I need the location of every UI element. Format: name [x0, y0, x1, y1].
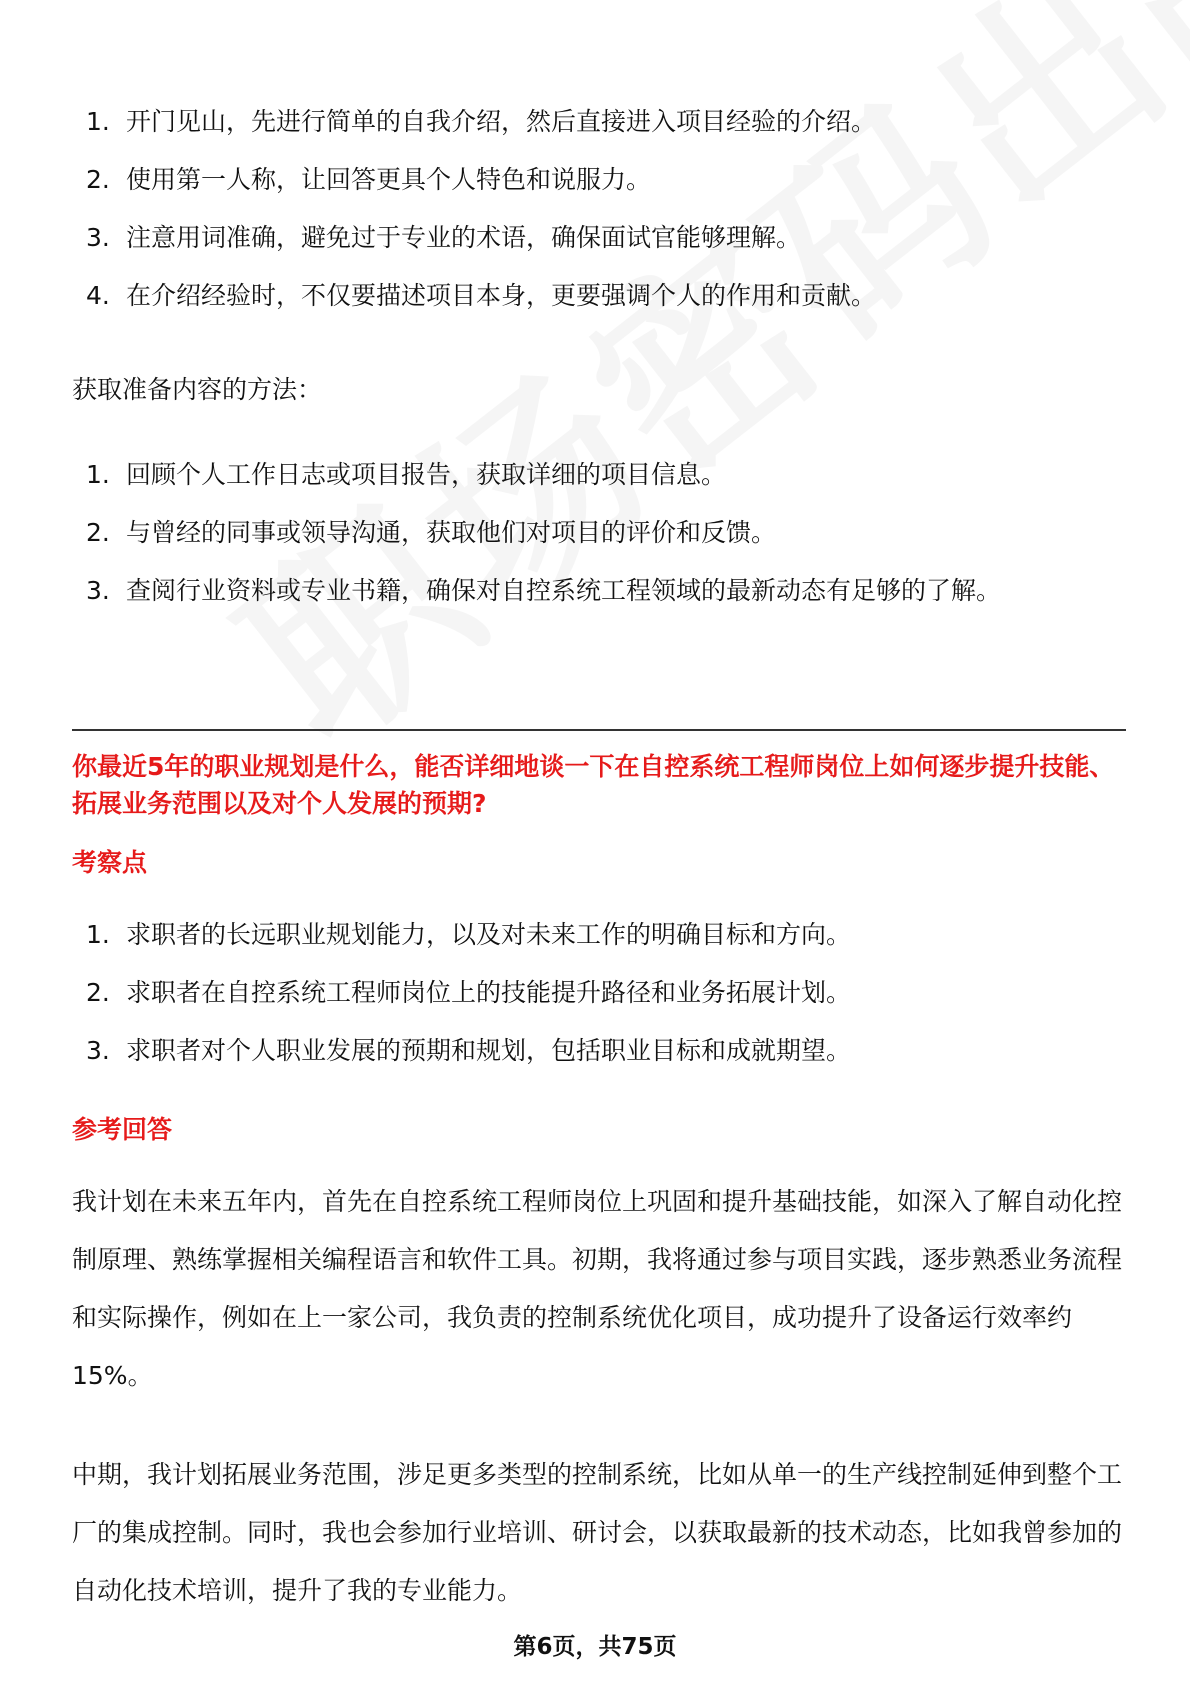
- list-text: 求职者对个人职业发展的预期和规划，包括职业目标和成就期望。: [126, 1036, 852, 1065]
- page-footer: 第6页，共75页: [513, 1634, 677, 1660]
- answer-paragraph: 中期，我计划拓展业务范围，涉足更多类型的控制系统，比如从单一的生产线控制延伸到整个工厂的集成控制。同时，我也会参加行业培训、研讨会，以获取最新的技术动态，比如我曾参加的自动化技术培训，提升了我的专业能力。: [72, 1460, 1123, 1605]
- list-item: [86, 1022, 1126, 1080]
- list-number: 3.: [86, 223, 110, 252]
- list-number: 2.: [86, 518, 110, 547]
- list-number: 4.: [86, 281, 110, 310]
- list-item: [86, 562, 1126, 620]
- methods-list: [86, 446, 1126, 620]
- list-text: 查阅行业资料或专业书籍，确保对自控系统工程领域的最新动态有足够的了解。: [126, 576, 1002, 605]
- methods-heading: 获取准备内容的方法：: [72, 375, 323, 404]
- list-text: 在介绍经验时，不仅要描述项目本身，更要强调个人的作用和贡献。: [126, 281, 877, 310]
- examine-list: [86, 906, 1126, 1080]
- list-text: 使用第一人称，让回答更具个人特色和说服力。: [126, 165, 652, 194]
- question-heading: 你最近5年的职业规划是什么，能否详细地谈一下在自控系统工程师岗位上如何逐步提升技能、拓展业务范围以及对个人发展的预期?: [72, 752, 1115, 818]
- list-item: [86, 504, 1126, 562]
- list-item: [86, 906, 1126, 964]
- list-text: 开门见山，先进行简单的自我介绍，然后直接进入项目经验的介绍。: [126, 107, 877, 136]
- list-number: 1.: [86, 920, 110, 949]
- list-number: 1.: [86, 107, 110, 136]
- list-item: [86, 267, 1126, 325]
- answer-title: 参考回答: [72, 1115, 173, 1144]
- list-text: 求职者的长远职业规划能力，以及对未来工作的明确目标和方向。: [126, 920, 852, 949]
- list-number: 2.: [86, 978, 110, 1007]
- list-number: 2.: [86, 165, 110, 194]
- examine-title: 考察点: [72, 848, 148, 877]
- tips-list: [86, 93, 1126, 325]
- list-item: [86, 93, 1126, 151]
- list-text: 求职者在自控系统工程师岗位上的技能提升路径和业务拓展计划。: [126, 978, 852, 1007]
- list-item: [86, 446, 1126, 504]
- list-item: [86, 151, 1126, 209]
- list-text: 回顾个人工作日志或项目报告，获取详细的项目信息。: [126, 460, 727, 489]
- list-number: 3.: [86, 1036, 110, 1065]
- section-divider: [72, 729, 1126, 731]
- list-number: 3.: [86, 576, 110, 605]
- list-text: 注意用词准确，避免过于专业的术语，确保面试官能够理解。: [126, 223, 802, 252]
- list-text: 与曾经的同事或领导沟通，获取他们对项目的评价和反馈。: [126, 518, 777, 547]
- list-item: [86, 964, 1126, 1022]
- list-number: 1.: [86, 460, 110, 489]
- list-item: [86, 209, 1126, 267]
- answer-paragraph: 我计划在未来五年内，首先在自控系统工程师岗位上巩固和提升基础技能，如深入了解自动化控制原理、熟练掌握相关编程语言和软件工具。初期，我将通过参与项目实践，逐步熟悉业务流程和实际操作，例如在上一家公司，我负责的控制系统优化项目，成功提升了设备运行效率约15%。: [72, 1187, 1123, 1390]
